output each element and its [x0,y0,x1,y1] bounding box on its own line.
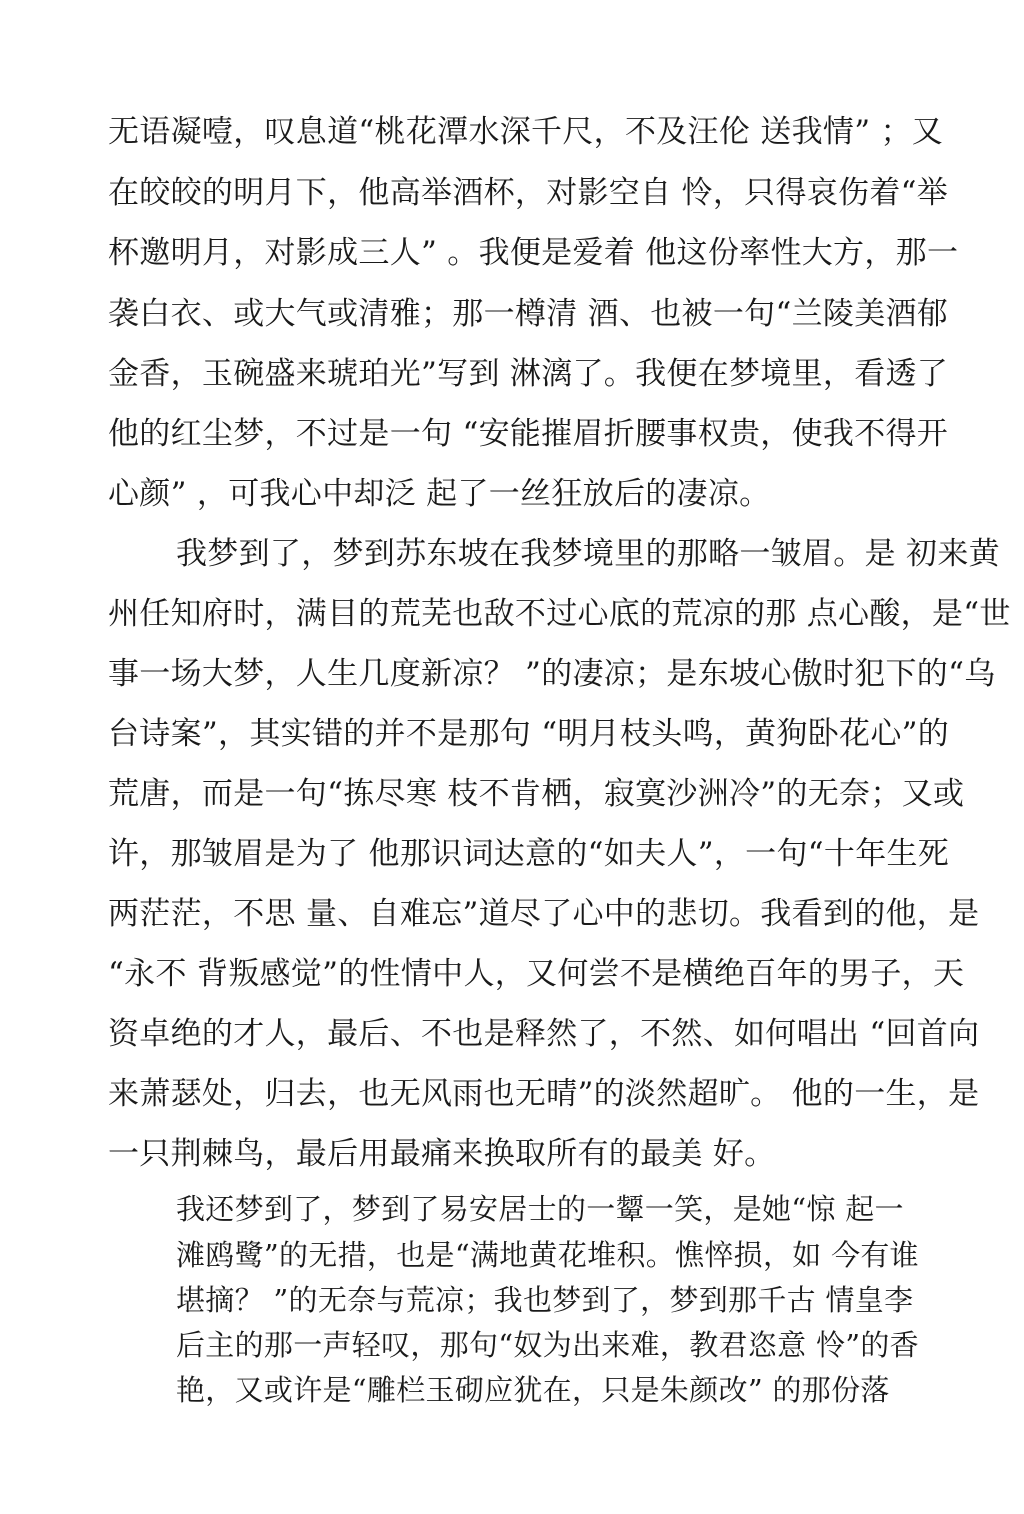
text-line: 一只荆棘鸟，最后用最痛来换取所有的最美 好。 [108,1136,776,1172]
text-line: 许，那皱眉是为了 他那识词达意的“如夫人”，一句“十年生死 [108,836,950,872]
text-line: 金香，玉碗盛来琥珀光”写到 淋漓了。我便在梦境里，看透了 [108,356,949,392]
text-line: 心颜” ，可我心中却泛 起了一丝狂放后的凄凉。 [108,476,771,512]
text-line: 他的红尘梦，不过是一句 “安能摧眉折腰事权贵，使我不得开 [108,416,949,452]
text-line: 堪摘？ ”的无奈与荒凉；我也梦到了，梦到那千古 情皇李 [176,1283,914,1317]
text-line: 杯邀明月，对影成三人” 。我便是爱着 他这份率性大方，那一 [108,235,959,271]
text-line: 滩鸥鹭”的无措，也是“满地黄花堆积。憔悴损，如 今有谁 [176,1238,919,1272]
text-line: 资卓绝的才人，最后、不也是释然了，不然、如何唱出 “回首向 [108,1016,980,1052]
text-line: “永不 背叛感觉”的性情中人，又何尝不是横绝百年的男子，天 [108,956,965,992]
text-line: 来萧瑟处，归去，也无风雨也无晴”的淡然超旷。 他的一生，是 [108,1076,980,1112]
text-line: 在皎皎的明月下，他高举酒杯，对影空自 怜，只得哀伤着“举 [108,175,949,211]
text-line: 袭白衣、或大气或清雅；那一樽清 酒、也被一句“兰陵美酒郁 [108,296,949,332]
text-line: 台诗案”，其实错的并不是那句 “明月枝头鸣，黄狗卧花心”的 [108,716,950,752]
text-line: 事一场大梦，人生几度新凉？ ”的凄凉；是东坡心傲时犯下的“乌 [108,656,996,692]
text-line: 后主的那一声轻叹，那句“奴为出来难，教君恣意 怜”的香 [176,1328,919,1362]
text-line: 我还梦到了，梦到了易安居士的一颦一笑，是她“惊 起一 [176,1192,904,1226]
text-line: 州任知府时，满目的荒芜也敌不过心底的荒凉的那 点心酸，是“世 [108,596,1011,632]
paragraph-first-line: 我梦到了，梦到苏东坡在我梦境里的那略一皱眉。是 初来黄 [176,536,1000,572]
text-line: 无语凝噎，叹息道“桃花潭水深千尺，不及汪伦 送我情” ；又 [108,114,944,150]
text-line: 荒唐，而是一句“拣尽寒 枝不肯栖，寂寞沙洲冷”的无奈；又或 [108,776,965,812]
text-line: 艳，又或许是“雕栏玉砌应犹在，只是朱颜改” 的那份落 [176,1373,890,1407]
text-line: 两茫茫，不思 量、自难忘”道尽了心中的悲切。我看到的他，是 [108,896,980,932]
